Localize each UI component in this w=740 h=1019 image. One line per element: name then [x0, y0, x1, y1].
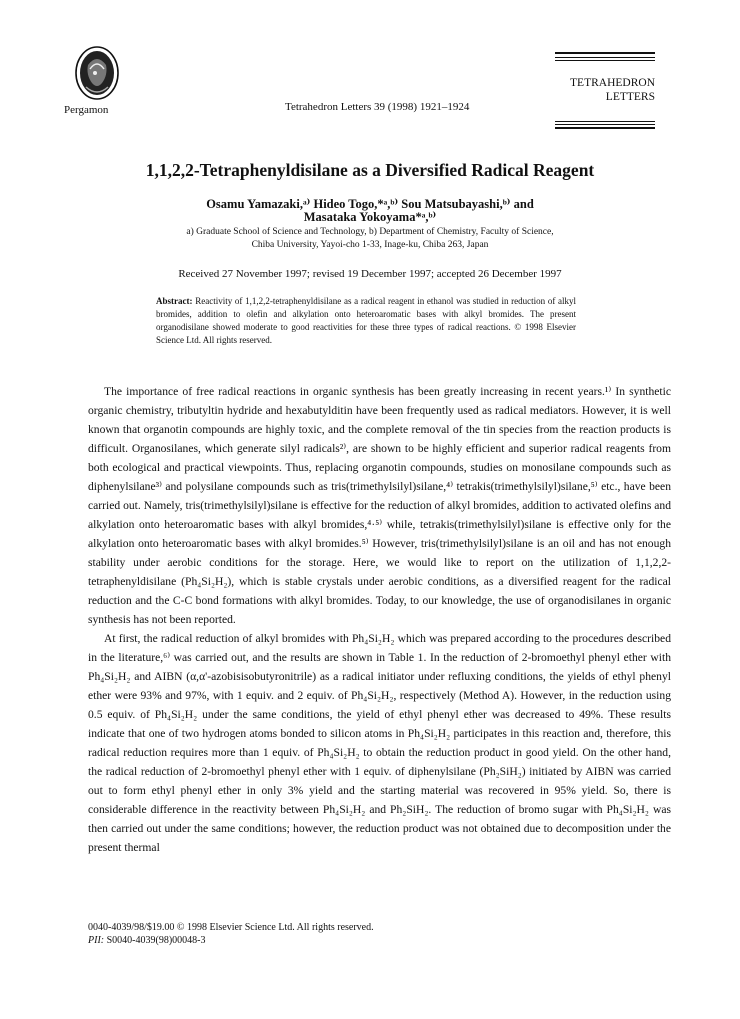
affiliation — [0, 226, 740, 252]
article-body — [88, 382, 671, 857]
pii-value: S0040-4039(98)00048-3 — [104, 935, 206, 946]
authors-line: Osamu Yamazaki,ᵃ⁾ Hideo Togo,*ᵃ,ᵇ⁾ Sou Matsubayashi,ᵇ⁾ and — [206, 197, 534, 211]
abstract-label: Abstract: — [156, 296, 193, 306]
received-dates: Received 27 November 1997; revised 19 December 1997; accepted 26 December 1997 — [178, 268, 562, 280]
affiliation-line: Chiba University, Yayoi-cho 1-33, Inage-ku, Chiba 263, Japan — [251, 240, 489, 250]
copyright-line: 0040-4039/98/$19.00 © 1998 Elsevier Science Ltd. All rights reserved. — [88, 922, 374, 933]
header-rule — [555, 57, 655, 58]
journal-reference: Tetrahedron Letters 39 (1998) 1921–1924 — [285, 101, 470, 113]
journal-title: LETTERS — [605, 91, 655, 103]
authors-line: Masataka Yokoyama*ᵃ,ᵇ⁾ — [303, 210, 437, 224]
header-rule — [555, 52, 655, 54]
pii-label: PII: — [88, 935, 105, 946]
body-paragraph: At first, the radical reduction of alkyl bromides with Ph₄Si₂H₂ which was prepared according to the procedures described in the literature,⁶⁾ was carried out, and the results are shown in Table 1. In the reduction of 2-bromoethyl phenyl ether with Ph₄Si₂H₂ and AIBN (α,α'-azobisisobutyronitrile) as a radical initiator under refluxing conditions, the yields of ethyl phenyl ether were 93% and 97%, with 1 equiv. and 2 equiv. of Ph₄Si₂H₂, respectively (Method A). However, in the reduction using 0.5 equiv. of Ph₄Si₂H₂ under the same conditions, the yield of ethyl phenyl ether was decreased to 49%. These results indicate that one of two hydrogen atoms bonded to silicon atoms in Ph₄Si₂H₂ participates in this reaction and, therefore, this radical reduction requires more than 1 equiv. of Ph₄Si₂H₂ to obtain the reduction product in good yield. On the other hand, the radical reduction of 2-bromoethyl phenyl ether with 1 equiv. of diphenylsilane (Ph₂SiH₂) initiated by AIBN was carried out to form ethyl phenyl ether in only 3% yield and the starting material was recovered in 95% yield. So, there is considerable difference in the reactivity between Ph₄Si₂H₂ and Ph₂SiH₂. The reduction of bromo sugar with Ph₄Si₂H₂ was then carried out under the same conditions; however, the reduction product was not obtained due to decomposition under the present thermal — [88, 632, 671, 854]
publisher-name: Pergamon — [64, 104, 109, 116]
abstract — [156, 295, 576, 347]
pii-line — [88, 934, 374, 947]
header-rule — [555, 121, 655, 122]
affiliation-line: a) Graduate School of Science and Technology, b) Department of Chemistry, Faculty of Science, — [186, 227, 554, 237]
journal-title: TETRAHEDRON — [570, 77, 655, 89]
header-rule — [555, 60, 655, 61]
header-rule — [555, 127, 655, 129]
author-list — [0, 198, 740, 224]
body-paragraph: The importance of free radical reactions in organic synthesis has been greatly increasing in recent years.¹⁾ In synthetic organic chemistry, tributyltin hydride and hexabutylditin have been frequently used as radical mediators. However, it is well known that organotin compounds are highly toxic, and the complete removal of the tin species from the reaction products is difficult. Organosilanes, which generate silyl radicals²⁾, are shown to be highly efficient and superior radical reagents from both ecological and practical viewpoints. Thus, replacing organotin compounds, studies on monosilane compounds such as diphenylsilane³⁾ and polysilane compounds such as tris(trimethylsilyl)silane,⁴⁾ tetrakis(trimethylsilyl)silane,⁵⁾ etc., have been carried out. Namely, tris(trimethylsilyl)silane is effective for the reduction of alkyl bromides, addition to activated olefins and alkylation onto heteroaromatic bases with alkyl bromides,⁴·⁵⁾ while, tetrakis(trimethylsilyl)silane is effective only for the alkylation onto heteroaromatic bases with alkyl bromides.⁵⁾ However, tris(trimethylsilyl)silane is an oil and has not enough stability under aerobic conditions for the storage. Here, we would like to report on the utilization of 1,1,2,2-tetraphenyldisilane (Ph₄Si₂H₂), which is stable crystals under aerobic conditions, as a diversified reagent for the radical reduction and the C-C bond formations with alkyl bromides. Today, to our knowledge, the use of organodisilanes in organic synthesis has not been reported. — [88, 385, 671, 626]
abstract-text: Reactivity of 1,1,2,2-tetraphenyldisilane as a radical reagent in ethanol was studied in reduction of alkyl bromides, addition to olefin and alkylation onto heteroaromatic bases with alkyl bromides. The present organodisilane showed moderate to good reactivities for these three types of radical reactions. © 1998 Elsevier Science Ltd. All rights reserved. — [156, 296, 577, 345]
publisher-logo — [74, 45, 120, 103]
article-title: 1,1,2,2-Tetraphenyldisilane as a Diversified Radical Reagent — [145, 160, 595, 180]
header-rule — [555, 124, 655, 125]
copyright-footer — [88, 921, 374, 947]
